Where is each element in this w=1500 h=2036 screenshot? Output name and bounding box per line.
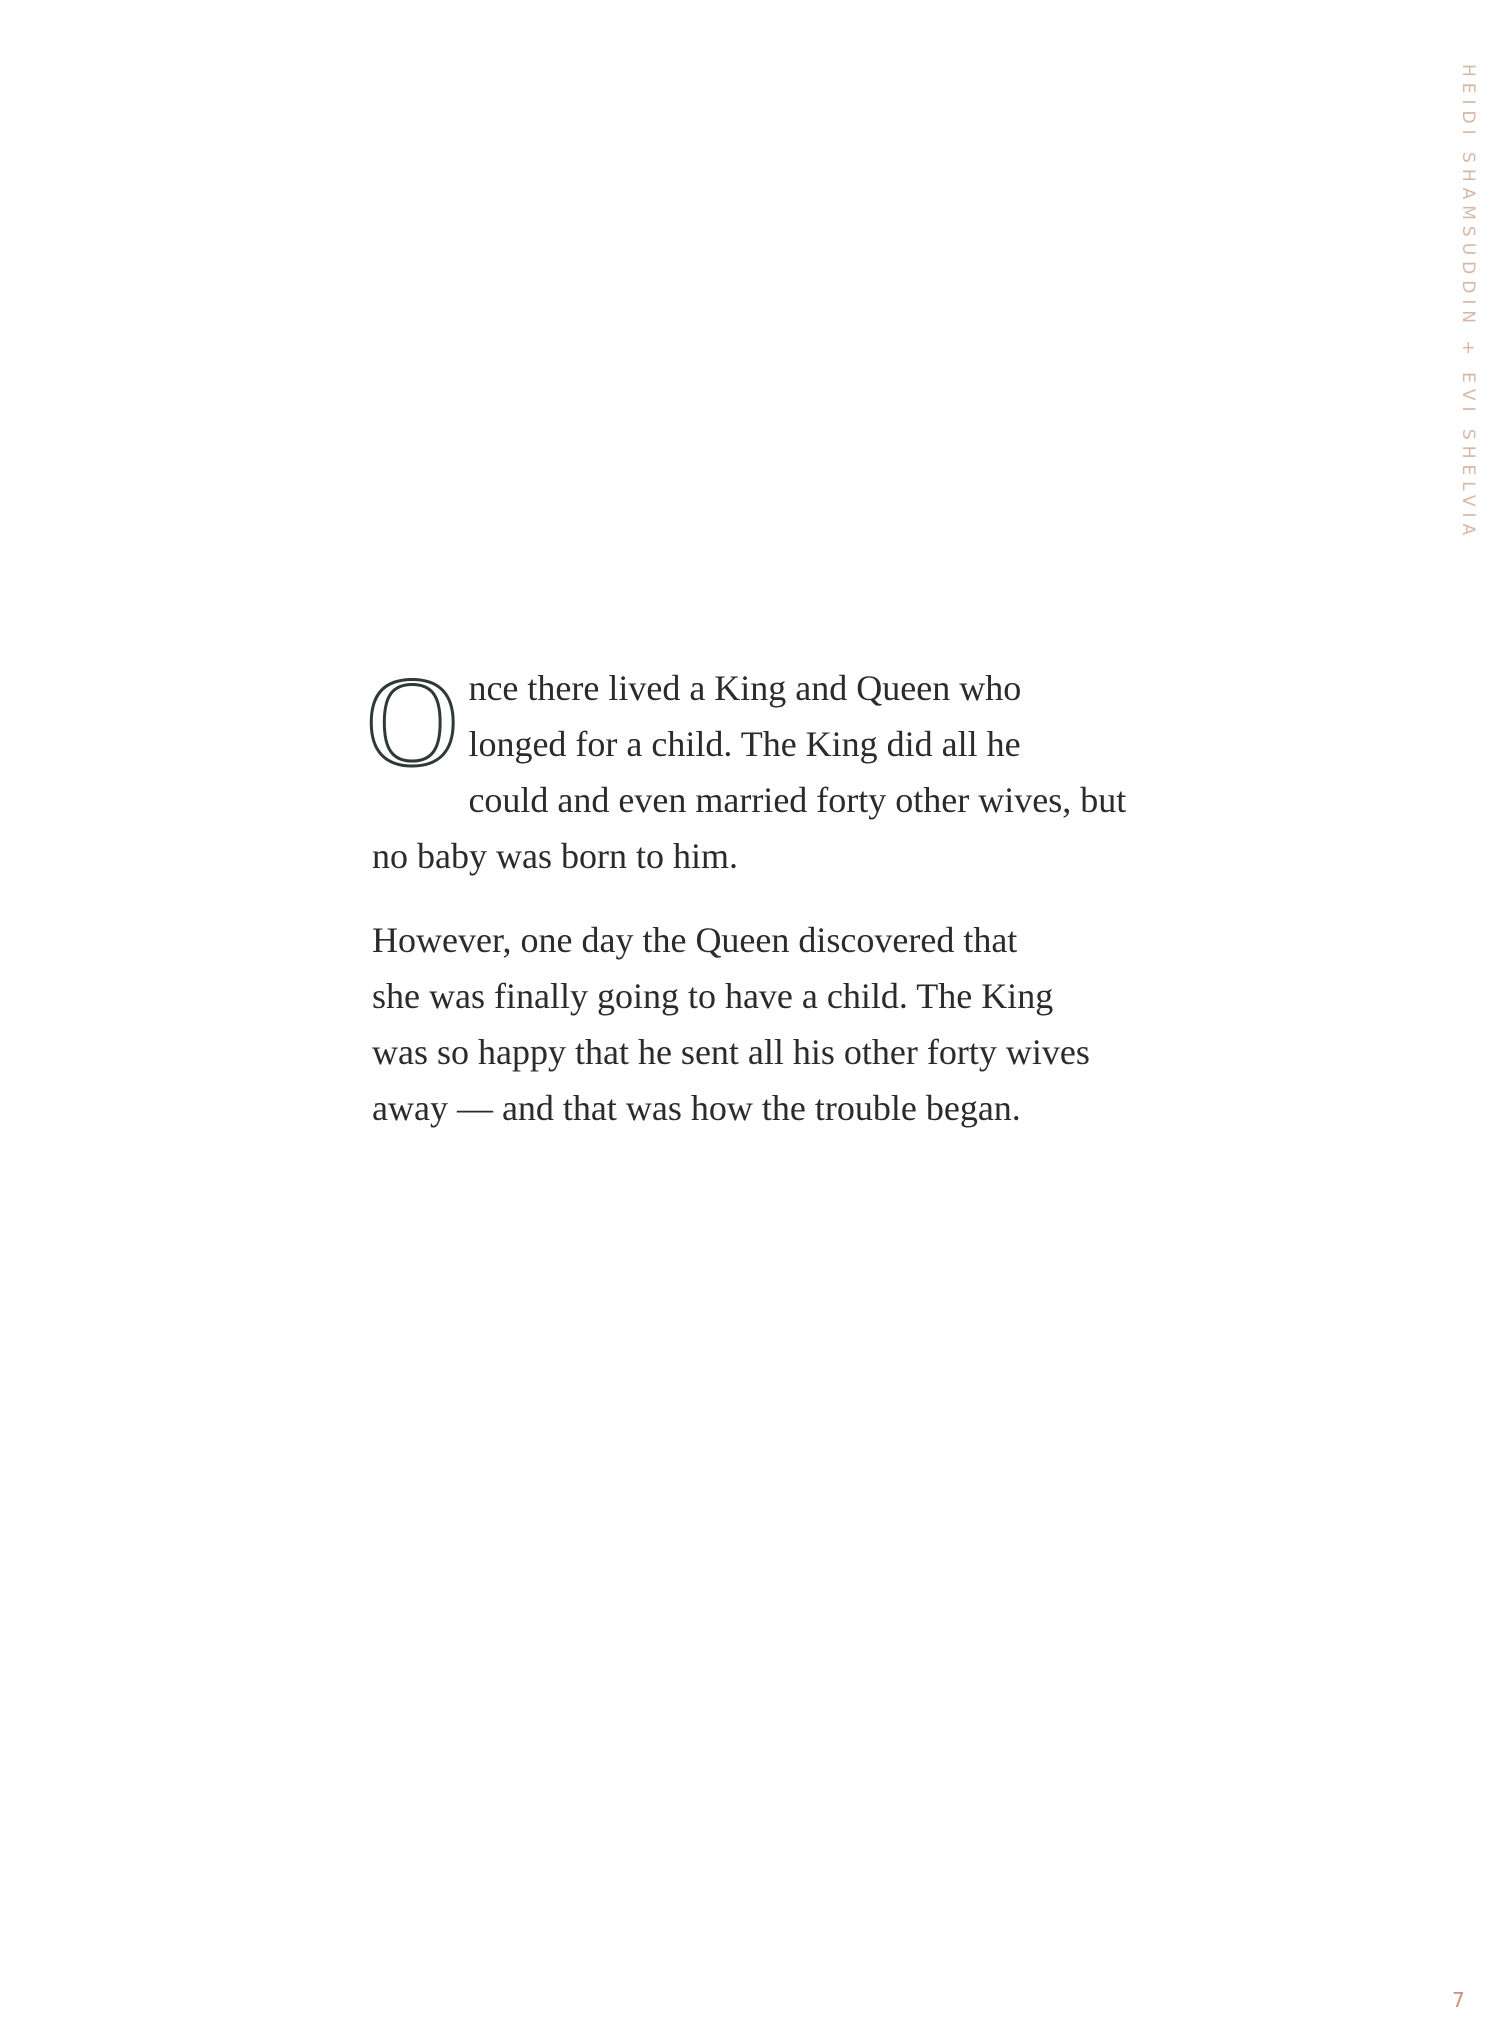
- running-head: HEIDI SHAMSUDDIN + EVI SHELVIA: [1458, 64, 1478, 542]
- paragraph-2: [372, 912, 1172, 1136]
- page-number: 7: [1452, 1988, 1465, 2012]
- text-line: could and even married forty other wives, but: [468, 780, 1127, 820]
- text-line: longed for a child. The King did all he: [468, 724, 1021, 764]
- drop-cap: O: [366, 651, 459, 793]
- paragraph-1: [366, 651, 1172, 884]
- text-line: However, one day the Queen discovered that: [372, 920, 1018, 960]
- text-line: nce there lived a King and Queen who: [468, 668, 1022, 708]
- text-line: no baby was born to him.: [372, 836, 738, 876]
- text-line: away — and that was how the trouble began.: [372, 1088, 1021, 1128]
- text-line: she was finally going to have a child. The King: [372, 976, 1054, 1016]
- text-line: was so happy that he sent all his other forty wives: [372, 1032, 1090, 1072]
- story-text: [366, 651, 1172, 1136]
